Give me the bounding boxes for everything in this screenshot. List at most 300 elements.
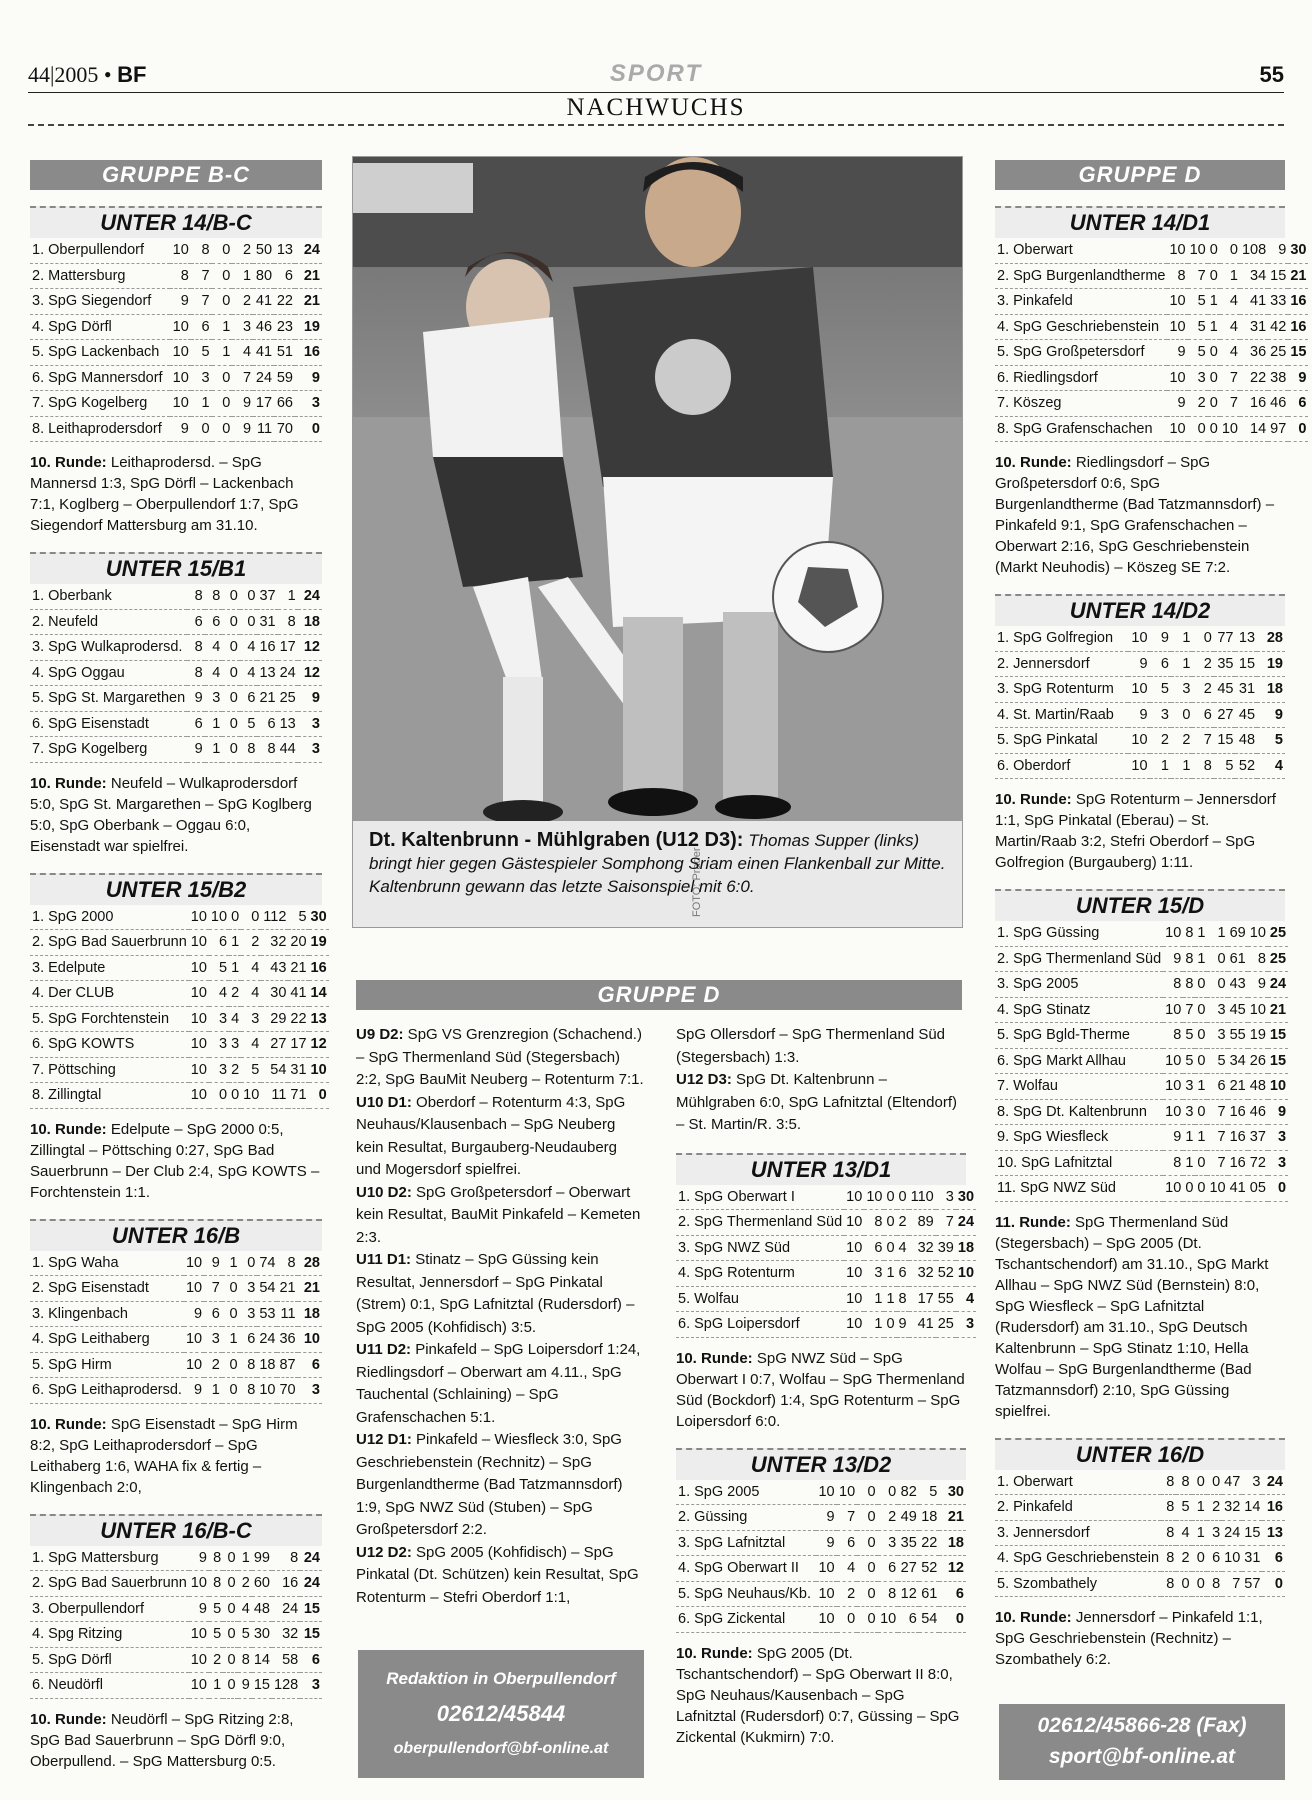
table-title: UNTER 16/B bbox=[30, 1219, 322, 1251]
stat-value: 1 bbox=[1195, 1074, 1207, 1100]
stat-value: 3 bbox=[1188, 365, 1208, 391]
stat-value: 0 bbox=[884, 1185, 896, 1210]
round-text: Leithaprodersd. – SpG Mannersd 1:3, SpG Dörfl – Lackenbach 7:1, Koglberg – Oberpullendorf 1:7, SpG Siegendorf Mattersburg am 31.10. bbox=[30, 454, 299, 534]
standings-block bbox=[676, 1448, 966, 1748]
points: 10 bbox=[1268, 1074, 1288, 1100]
standings-table bbox=[995, 921, 1288, 1202]
stat-value: 10 bbox=[209, 905, 229, 930]
stat-value: 58 bbox=[272, 1647, 300, 1673]
stat-value: 3 bbox=[240, 1276, 258, 1302]
points: 0 bbox=[939, 1607, 966, 1633]
table-row bbox=[676, 1185, 976, 1210]
table-row bbox=[676, 1210, 976, 1236]
stat-value: 4 bbox=[232, 340, 253, 366]
stat-value: 25 bbox=[278, 686, 298, 712]
stat-value: 0 bbox=[223, 1596, 237, 1622]
stat-value: 2 bbox=[229, 1057, 241, 1083]
stat-value: 0 bbox=[1207, 972, 1227, 998]
round-results bbox=[995, 1212, 1285, 1422]
stat-value: 3 bbox=[1150, 702, 1171, 728]
stat-value: 11 bbox=[261, 1083, 288, 1109]
team-name: 10. SpG Lafnitztal bbox=[995, 1150, 1163, 1176]
standings-block bbox=[30, 873, 327, 1203]
stat-value: 2 bbox=[209, 1647, 223, 1673]
stat-value: 16 bbox=[1228, 1125, 1248, 1151]
table-row bbox=[30, 1571, 322, 1597]
header-rule bbox=[28, 92, 1284, 93]
stat-value: 0 bbox=[222, 584, 240, 609]
stat-value: 1 bbox=[1192, 1495, 1207, 1521]
stat-value: 9 bbox=[1128, 651, 1150, 677]
table-row bbox=[995, 997, 1288, 1023]
stat-value: 6 bbox=[240, 686, 258, 712]
left-column bbox=[30, 160, 327, 1772]
stat-value: 0 bbox=[240, 584, 258, 609]
stat-value: 10 bbox=[1163, 997, 1183, 1023]
caption-title: Dt. Kaltenbrunn - Mühlgraben (U12 D3): bbox=[369, 829, 744, 851]
stat-value: 16 bbox=[272, 1571, 300, 1597]
points: 12 bbox=[939, 1556, 966, 1582]
stat-value: 8 bbox=[1248, 946, 1268, 972]
stat-value: 3 bbox=[1183, 1099, 1195, 1125]
standings-block bbox=[30, 552, 322, 857]
stat-value: 1 bbox=[1195, 1125, 1207, 1151]
stat-value: 9 bbox=[1163, 946, 1183, 972]
team-name: 6. SpG Markt Allhau bbox=[995, 1048, 1163, 1074]
stat-value: 0 bbox=[209, 1083, 229, 1109]
stat-value: 13 bbox=[278, 711, 298, 737]
points: 18 bbox=[956, 1235, 976, 1261]
table-row bbox=[30, 1673, 322, 1699]
team-name: 5. Szombathely bbox=[995, 1571, 1161, 1597]
stat-value: 52 bbox=[936, 1261, 956, 1287]
stat-value: 2 bbox=[1171, 728, 1192, 754]
stat-value: 89 bbox=[909, 1210, 936, 1236]
contact-title: Redaktion in Oberpullendorf bbox=[386, 1669, 616, 1688]
stat-value: 8 bbox=[238, 1647, 252, 1673]
team-name: 2. SpG Thermenland Süd bbox=[676, 1210, 844, 1236]
stat-value: 15 bbox=[1235, 651, 1257, 677]
stat-value: 3 bbox=[1171, 677, 1192, 703]
result-paragraph bbox=[356, 1249, 646, 1339]
stat-value: 0 bbox=[1195, 1099, 1207, 1125]
table-row bbox=[30, 905, 329, 930]
table-row bbox=[30, 955, 329, 981]
stat-value: 15 bbox=[252, 1673, 272, 1699]
table-row bbox=[30, 416, 322, 442]
stat-value: 8 bbox=[191, 238, 212, 263]
stat-value: 0 bbox=[1195, 1150, 1207, 1176]
standings-table bbox=[30, 584, 322, 763]
section-divider bbox=[28, 124, 1284, 126]
stat-value: 0 bbox=[222, 1378, 240, 1404]
stat-value: 5 bbox=[1214, 753, 1236, 779]
stat-value: 30 bbox=[261, 981, 288, 1007]
stat-value: 2 bbox=[837, 1581, 858, 1607]
stat-value: 32 bbox=[1222, 1495, 1242, 1521]
stat-value: 14 bbox=[1242, 1495, 1262, 1521]
points: 6 bbox=[1288, 391, 1308, 417]
team-name: 6. SpG Zickental bbox=[676, 1607, 816, 1633]
result-text: Stinatz – SpG Güssing kein Resultat, Jennersdorf – SpG Pinkatal (Strem) 0:1, SpG Lafnitztal (Rudersdorf) – SpG 2005 (Kohfidisch) 3:5. bbox=[356, 1251, 635, 1336]
stat-value: 5 bbox=[240, 711, 258, 737]
stat-value: 1 bbox=[1171, 753, 1192, 779]
stat-value: 6 bbox=[257, 711, 277, 737]
contact-box-sport bbox=[999, 1704, 1285, 1780]
stat-value: 0 bbox=[884, 1235, 896, 1261]
points: 0 bbox=[1268, 1176, 1288, 1202]
stat-value: 32 bbox=[272, 1622, 300, 1648]
stat-value: 7 bbox=[1207, 1125, 1227, 1151]
stat-value: 1 bbox=[1192, 1520, 1207, 1546]
points: 28 bbox=[1257, 626, 1285, 651]
stat-value: 48 bbox=[252, 1596, 272, 1622]
points: 9 bbox=[1288, 365, 1308, 391]
stat-value: 1 bbox=[864, 1286, 884, 1312]
stat-value: 22 bbox=[1240, 365, 1268, 391]
stat-value: 2 bbox=[238, 1571, 252, 1597]
stat-value: 0 bbox=[223, 1546, 237, 1571]
stat-value: 110 bbox=[909, 1185, 936, 1210]
result-paragraph bbox=[356, 1429, 646, 1542]
stat-value: 10 bbox=[184, 1352, 204, 1378]
group-heading-right: GRUPPE D bbox=[995, 160, 1285, 190]
stat-value: 3 bbox=[1183, 1074, 1195, 1100]
team-name: 3. SpG Siegendorf bbox=[30, 289, 170, 315]
stat-value: 10 bbox=[1128, 728, 1150, 754]
stat-value: 14 bbox=[1240, 416, 1268, 442]
contact-fax: 02612/45866-28 (Fax) bbox=[1037, 1714, 1247, 1737]
table-row bbox=[30, 1327, 322, 1353]
team-name: 1. SpG Waha bbox=[30, 1251, 184, 1276]
stat-value: 5 bbox=[288, 905, 308, 930]
points: 0 bbox=[295, 416, 322, 442]
points: 5 bbox=[1257, 728, 1285, 754]
team-name: 4. Spg Ritzing bbox=[30, 1622, 189, 1648]
standings-block bbox=[995, 206, 1307, 578]
stat-value: 4 bbox=[241, 981, 261, 1007]
points: 0 bbox=[1288, 416, 1308, 442]
points: 24 bbox=[1262, 1470, 1285, 1495]
stat-value: 2 bbox=[878, 1505, 899, 1531]
stat-value: 4 bbox=[209, 981, 229, 1007]
result-paragraph bbox=[356, 1092, 646, 1182]
stat-value: 59 bbox=[274, 365, 295, 391]
stat-value: 0 bbox=[1192, 1546, 1207, 1572]
stat-value: 2 bbox=[241, 930, 261, 956]
table-row bbox=[676, 1556, 966, 1582]
points: 14 bbox=[309, 981, 329, 1007]
team-name: 4. St. Martin/Raab bbox=[995, 702, 1128, 728]
photo-box bbox=[352, 156, 963, 928]
standings-table bbox=[30, 1251, 322, 1404]
stat-value: 5 bbox=[1183, 1023, 1195, 1049]
team-name: 6. SpG Loipersdorf bbox=[676, 1312, 844, 1338]
stat-value: 46 bbox=[1268, 391, 1288, 417]
stat-value: 37 bbox=[1248, 1125, 1268, 1151]
stat-value: 2 bbox=[1192, 677, 1213, 703]
stat-value: 8 bbox=[1176, 1470, 1191, 1495]
stat-value: 8 bbox=[277, 1251, 297, 1276]
stat-value: 3 bbox=[936, 1185, 956, 1210]
points: 3 bbox=[295, 391, 322, 417]
team-name: 1. SpG Oberwart I bbox=[676, 1185, 844, 1210]
stat-value: 41 bbox=[909, 1312, 936, 1338]
table-row bbox=[995, 728, 1285, 754]
result-text: SpG Ollersdorf – SpG Thermenland Süd (Stegersbach) 1:3. bbox=[676, 1026, 946, 1066]
football-icon bbox=[773, 542, 883, 652]
stat-value: 17 bbox=[288, 1032, 308, 1058]
table-row bbox=[995, 1074, 1288, 1100]
table-row bbox=[30, 1032, 329, 1058]
stat-value: 15 bbox=[1214, 728, 1236, 754]
stat-value: 61 bbox=[1228, 946, 1248, 972]
stat-value: 47 bbox=[1222, 1470, 1242, 1495]
stat-value: 54 bbox=[257, 1276, 277, 1302]
stat-value: 3 bbox=[204, 1327, 222, 1353]
stat-value: 42 bbox=[1268, 314, 1288, 340]
stat-value: 9 bbox=[1163, 1125, 1183, 1151]
result-paragraph bbox=[356, 1542, 646, 1610]
stat-value: 27 bbox=[1214, 702, 1236, 728]
stat-value: 17 bbox=[909, 1286, 936, 1312]
stat-value: 27 bbox=[261, 1032, 288, 1058]
stat-value: 1 bbox=[1171, 626, 1192, 651]
stat-value: 7 bbox=[1207, 1099, 1227, 1125]
points: 6 bbox=[939, 1581, 966, 1607]
team-name: 3. Klingenbach bbox=[30, 1301, 184, 1327]
table-row bbox=[995, 238, 1308, 263]
stat-value: 8 bbox=[1163, 1150, 1183, 1176]
stat-value: 8 bbox=[1161, 1495, 1176, 1521]
stat-value: 0 bbox=[222, 660, 240, 686]
stat-value: 0 bbox=[1220, 238, 1240, 263]
team-name: 2. Güssing bbox=[676, 1505, 816, 1531]
stat-value: 0 bbox=[222, 686, 240, 712]
stat-value: 7 bbox=[232, 365, 253, 391]
middle-tables-column bbox=[676, 1024, 975, 1748]
points: 28 bbox=[298, 1251, 322, 1276]
stat-value: 0 bbox=[857, 1480, 877, 1505]
stat-value: 3 bbox=[1242, 1470, 1262, 1495]
stat-value: 23 bbox=[274, 314, 295, 340]
standings-table bbox=[995, 1470, 1285, 1598]
stat-value: 1 bbox=[229, 955, 241, 981]
points: 18 bbox=[939, 1530, 966, 1556]
table-row bbox=[676, 1480, 966, 1505]
stat-value: 108 bbox=[1240, 238, 1268, 263]
stat-value: 0 bbox=[1192, 1470, 1207, 1495]
table-title: UNTER 16/D bbox=[995, 1438, 1285, 1470]
stat-value: 43 bbox=[261, 955, 288, 981]
standings-block bbox=[995, 1438, 1285, 1671]
stat-value: 0 bbox=[223, 1622, 237, 1648]
stat-value: 10 bbox=[837, 1480, 858, 1505]
stat-value: 41 bbox=[253, 340, 274, 366]
stat-value: 8 bbox=[864, 1210, 884, 1236]
stat-value: 16 bbox=[1228, 1099, 1248, 1125]
team-name: 5. SpG Lackenbach bbox=[30, 340, 170, 366]
round-label: 10. Runde: bbox=[30, 454, 107, 471]
stat-value: 41 bbox=[253, 289, 274, 315]
points: 21 bbox=[1288, 263, 1308, 289]
stat-value: 0 bbox=[1208, 365, 1220, 391]
table-row bbox=[676, 1581, 966, 1607]
stat-value: 1 bbox=[1207, 921, 1227, 946]
result-label: U11 D2: bbox=[356, 1341, 412, 1358]
stat-value: 2 bbox=[1207, 1495, 1222, 1521]
stat-value: 0 bbox=[1208, 416, 1220, 442]
stat-value: 10 bbox=[189, 1006, 209, 1032]
stat-value: 2 bbox=[232, 289, 253, 315]
stat-value: 1 bbox=[1195, 921, 1207, 946]
stat-value: 4 bbox=[1176, 1520, 1191, 1546]
stat-value: 0 bbox=[1176, 1571, 1191, 1597]
stat-value: 72 bbox=[1248, 1150, 1268, 1176]
stat-value: 8 bbox=[1183, 972, 1195, 998]
standings-block bbox=[995, 889, 1285, 1422]
team-name: 5. SpG Forchtenstein bbox=[30, 1006, 189, 1032]
round-label: 11. Runde: bbox=[995, 1213, 1071, 1231]
stat-value: 45 bbox=[1214, 677, 1236, 703]
stat-value: 15 bbox=[1242, 1520, 1262, 1546]
stat-value: 5 bbox=[1176, 1495, 1191, 1521]
stat-value: 3 bbox=[209, 1057, 229, 1083]
contact-email: sport@bf-online.at bbox=[1048, 1745, 1236, 1768]
stat-value: 74 bbox=[257, 1251, 277, 1276]
stat-value: 39 bbox=[936, 1235, 956, 1261]
round-results bbox=[676, 1348, 966, 1432]
stat-value: 10 bbox=[1163, 1048, 1183, 1074]
stat-value: 1 bbox=[278, 584, 298, 609]
stat-value: 4 bbox=[1220, 289, 1240, 315]
table-row bbox=[995, 1520, 1285, 1546]
middle-results-column bbox=[356, 1024, 646, 1609]
issue-number: 44|2005 bbox=[28, 62, 99, 87]
stat-value: 10 bbox=[1128, 626, 1150, 651]
stat-value: 0 bbox=[212, 391, 233, 417]
round-text: SpG Thermenland Süd (Stegersbach) – SpG 2005 (Dt. Tschantschendorf) am 31.10., SpG Markt Allhau – SpG NWZ Süd (Bernstein) 8:0, SpG Wiesfleck – SpG Lafnitztal (Rudersdorf) am 31.10., SpG Deutsch Kaltenbrunn – SpG Stinatz 1:10, Hella Wolfau – SpG Burgenlandtherme (Bad Tatzmannsdorf) 2:10, SpG Güssing spielfrei. bbox=[995, 1213, 1269, 1420]
stat-value: 10 bbox=[170, 391, 191, 417]
stat-value: 13 bbox=[257, 660, 277, 686]
table-row bbox=[30, 1057, 329, 1083]
round-results bbox=[995, 789, 1285, 873]
stat-value: 6 bbox=[187, 711, 205, 737]
stat-value: 0 bbox=[1171, 702, 1192, 728]
stat-value: 82 bbox=[898, 1480, 919, 1505]
stat-value: 61 bbox=[919, 1581, 940, 1607]
section-title: NACHWUCHS bbox=[566, 94, 746, 121]
team-name: 2. Neufeld bbox=[30, 609, 187, 635]
team-name: 7. Köszeg bbox=[995, 391, 1167, 417]
section-sport: SPORT bbox=[609, 60, 703, 87]
table-row bbox=[30, 1622, 322, 1648]
stat-value: 10 bbox=[844, 1312, 864, 1338]
stat-value: 29 bbox=[261, 1006, 288, 1032]
stat-value: 3 bbox=[240, 1301, 258, 1327]
stat-value: 36 bbox=[1240, 340, 1268, 366]
table-row bbox=[995, 416, 1308, 442]
stat-value: 31 bbox=[288, 1057, 308, 1083]
stat-value: 37 bbox=[257, 584, 277, 609]
stat-value: 8 bbox=[1167, 263, 1187, 289]
stat-value: 10 bbox=[1207, 1176, 1227, 1202]
stat-value: 18 bbox=[257, 1352, 277, 1378]
stat-value: 0 bbox=[222, 1352, 240, 1378]
team-name: 6. SpG Mannersdorf bbox=[30, 365, 170, 391]
stat-value: 0 bbox=[212, 238, 233, 263]
table-row bbox=[30, 1251, 322, 1276]
points: 21 bbox=[295, 289, 322, 315]
result-text: SpG Dt. Kaltenbrunn – Mühlgraben 6:0, SpG Lafnitztal (Eltendorf) – St. Martin/R. 3:5. bbox=[676, 1071, 957, 1133]
standings-table bbox=[30, 905, 329, 1109]
table-row bbox=[995, 314, 1308, 340]
stat-value: 7 bbox=[1183, 997, 1195, 1023]
standings-table bbox=[30, 1546, 322, 1699]
points: 24 bbox=[295, 238, 322, 263]
table-title: UNTER 14/D2 bbox=[995, 594, 1285, 626]
points: 13 bbox=[309, 1006, 329, 1032]
team-name: 3. SpG NWZ Süd bbox=[676, 1235, 844, 1261]
stat-value: 9 bbox=[187, 737, 205, 763]
round-label: 10. Runde: bbox=[30, 1120, 107, 1138]
points: 6 bbox=[298, 1352, 322, 1378]
stat-value: 0 bbox=[223, 1571, 237, 1597]
points: 18 bbox=[1257, 677, 1285, 703]
points: 12 bbox=[298, 660, 322, 686]
stat-value: 24 bbox=[272, 1596, 300, 1622]
table-row bbox=[995, 1495, 1285, 1521]
team-name: 7. SpG Kogelberg bbox=[30, 391, 170, 417]
stat-value: 0 bbox=[212, 289, 233, 315]
stat-value: 16 bbox=[1228, 1150, 1248, 1176]
points: 16 bbox=[1288, 314, 1308, 340]
stat-value: 48 bbox=[1235, 728, 1257, 754]
table-row bbox=[30, 1083, 329, 1109]
stat-value: 8 bbox=[1161, 1520, 1176, 1546]
team-name: 3. SpG 2005 bbox=[995, 972, 1163, 998]
stat-value: 0 bbox=[1195, 1023, 1207, 1049]
stat-value: 0 bbox=[240, 609, 258, 635]
team-name: 4. SpG Dörfl bbox=[30, 314, 170, 340]
table-row bbox=[30, 660, 322, 686]
stat-value: 8 bbox=[878, 1581, 899, 1607]
stat-value: 97 bbox=[1268, 416, 1288, 442]
points: 16 bbox=[1288, 289, 1308, 315]
stat-value: 4 bbox=[241, 955, 261, 981]
stat-value: 5 bbox=[1207, 1048, 1227, 1074]
team-name: 8. SpG Dt. Kaltenbrunn bbox=[995, 1099, 1163, 1125]
table-row bbox=[30, 391, 322, 417]
stat-value: 4 bbox=[238, 1596, 252, 1622]
stat-value: 8 bbox=[187, 584, 205, 609]
stat-value: 10 bbox=[184, 1251, 204, 1276]
points: 16 bbox=[309, 955, 329, 981]
points: 15 bbox=[300, 1622, 322, 1648]
stat-value: 51 bbox=[274, 340, 295, 366]
stat-value: 10 bbox=[844, 1286, 864, 1312]
stat-value: 9 bbox=[189, 1596, 209, 1622]
stat-value: 7 bbox=[1220, 365, 1240, 391]
stat-value: 10 bbox=[1163, 1074, 1183, 1100]
stat-value: 27 bbox=[898, 1556, 919, 1582]
team-name: 2. Pinkafeld bbox=[995, 1495, 1161, 1521]
round-text: Neudörfl – SpG Ritzing 2:8, SpG Bad Sauerbrunn – SpG Dörfl 9:0, Oberpullend. – SpG Mattersburg 0:5. bbox=[30, 1710, 294, 1770]
team-name: 6. SpG Eisenstadt bbox=[30, 711, 187, 737]
stat-value: 21 bbox=[288, 955, 308, 981]
table-row bbox=[30, 609, 322, 635]
stat-value: 8 bbox=[272, 1546, 300, 1571]
